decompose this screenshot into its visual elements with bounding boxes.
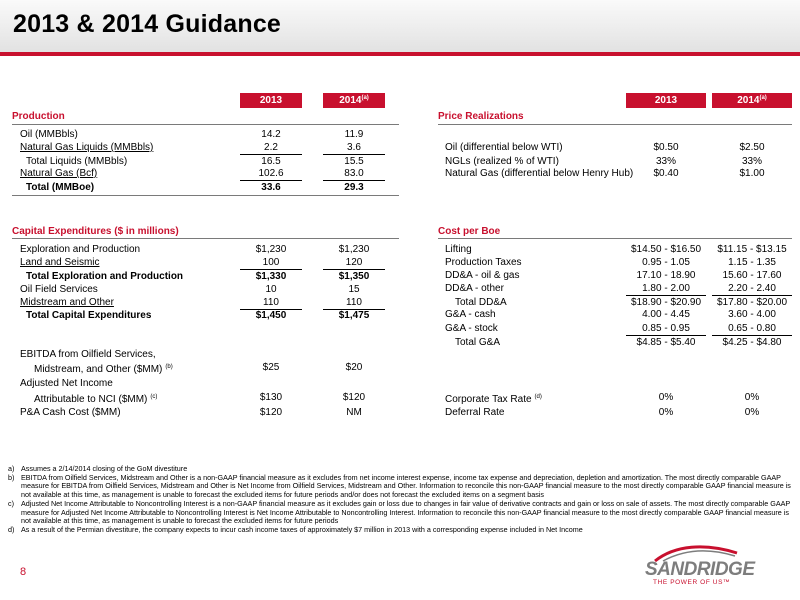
footnotes <box>8 465 792 535</box>
cost-title: Cost per Boe <box>438 226 501 237</box>
table-row: Natural Gas (Bcf) 102.6 83.0 <box>20 168 364 179</box>
page-title: 2013 & 2014 Guidance <box>13 10 282 38</box>
ebitda-label-line1: EBITDA from Oilfield Services, <box>20 349 156 360</box>
table-row: Midstream, and Other ($MM) $^{(b)}$ $25 $20 <box>34 362 363 375</box>
page-number: 8 <box>20 566 27 578</box>
table-row: P&A Cash Cost ($MM) $120 NM <box>20 407 362 418</box>
right-col-header-2014: 2014 $^{(a)}$ <box>712 93 792 108</box>
table-row: Oil (differential below WTI) $0.50 $2.50 <box>445 142 765 153</box>
table-row: NGLs (realized % of WTI) 33% 33% <box>445 156 762 167</box>
table-row: DD&A - other 1.80 - 2.00 2.20 - 2.40 <box>445 283 776 294</box>
table-row-total: Total Exploration and Production $1,330 $1,350 <box>26 271 370 282</box>
capex-title: Capital Expenditures ($ in millions) <box>12 226 179 237</box>
production-rule <box>12 124 399 125</box>
table-row: Deferral Rate 0% 0% <box>445 407 760 418</box>
table-row: Lifting $14.50 - $16.50 $11.15 - $13.15 <box>445 244 787 255</box>
cost-rule <box>438 238 792 239</box>
footnote: a) Assumes a 2/14/2014 closing of the GoM divestiture <box>8 464 188 473</box>
table-row: Midstream and Other 110 110 <box>20 297 362 308</box>
left-col-header-2013: 2013 <box>240 93 302 108</box>
price-title: Price Realizations <box>438 111 524 122</box>
table-row: Exploration and Production $1,230 $1,230 <box>20 244 370 255</box>
table-row: Total Liquids (MMBbls) 16.5 15.5 <box>26 156 364 167</box>
table-row: Natural Gas Liquids (MMBbls) 2.2 3.6 <box>20 142 361 153</box>
logo-wordmark: SANDRIDGE <box>645 559 755 580</box>
sandridge-logo <box>645 543 775 588</box>
table-row-total: Total Capital Expenditures $1,450 $1,475 <box>26 310 370 321</box>
capex-rule <box>12 238 399 239</box>
footnote: c) Adjusted Net Income Attributable to Noncontrolling Interest is a non-GAAP financial measure as it excludes gain or loss due to changes in fair value of derivative contracts and gain or loss on sale of assets. The most directly comparable GAAP measure for Adjusted Net Income Attributable to Noncontrolling Interest is Net Income Attributable to Noncontrolling Interest. Information to reconcile this non-GAAP financial measure to the most directly comparable GAAP financial measure is not available at this time, as management is unable to forecast the excluded items for future periods <box>8 498 791 526</box>
table-row: Attributable to NCI ($MM) $^{(c)}$ $130 $120 <box>34 392 366 405</box>
table-row: G&A - stock 0.85 - 0.95 0.65 - 0.80 <box>445 323 776 334</box>
table-row: Corporate Tax Rate $^{(d)}$ 0% 0% <box>445 392 760 405</box>
table-row: Natural Gas (differential below Henry Hub) $0.40 $1.00 <box>445 168 765 179</box>
table-row: Oil (MMBbls) 14.2 11.9 <box>20 129 364 140</box>
production-bottom-rule <box>12 195 399 196</box>
table-row: G&A - cash 4.00 - 4.45 3.60 - 4.00 <box>445 309 776 320</box>
table-row: Oil Field Services 10 15 <box>20 284 360 295</box>
production-title: Production <box>12 111 65 122</box>
right-col-header-2013: 2013 <box>626 93 706 108</box>
table-row-total: Total G&A $4.85 - $5.40 $4.25 - $4.80 <box>455 337 782 348</box>
logo-tagline: THE POWER OF US™ <box>653 579 731 586</box>
title-bar <box>0 0 800 56</box>
table-row-total: Total (MMBoe) 33.6 29.3 <box>26 182 364 193</box>
table-row: DD&A - oil & gas 17.10 - 18.90 15.60 - 17.60 <box>445 270 782 281</box>
table-row-total: Total DD&A $18.90 - $20.90 $17.80 - $20.00 <box>455 297 788 308</box>
ani-label-line1: Adjusted Net Income <box>20 378 113 389</box>
left-col-header-2014: 2014 $^{(a)}$ <box>323 93 385 108</box>
price-rule <box>438 124 792 125</box>
table-row: Land and Seismic 100 120 <box>20 257 363 268</box>
footnote: d) As a result of the Permian divestiture, the company expects to incur cash income taxes of approximately $7 million in 2013 with a corresponding expense included in Net Income <box>8 524 583 534</box>
table-row: Production Taxes 0.95 - 1.05 1.15 - 1.35 <box>445 257 776 268</box>
footnote: b) EBITDA from Oilfield Services, Midstream and Other is a non-GAAP financial measure as it excludes from net income interest expense, income tax expense and depreciation, depletion and amortization. The most directly comparable GAAP measure for EBITDA from Oilfield Services, Midstream and Other is Net Income from Oilfield Services, Midstream and Other. Information to reconcile this non-GAAP financial measure to the most directly comparable GAAP financial measure is not available at this time, as management is unable to forecast the excluded items for future periods and/or does not forecast the excluded items on a segment basis <box>8 472 791 500</box>
